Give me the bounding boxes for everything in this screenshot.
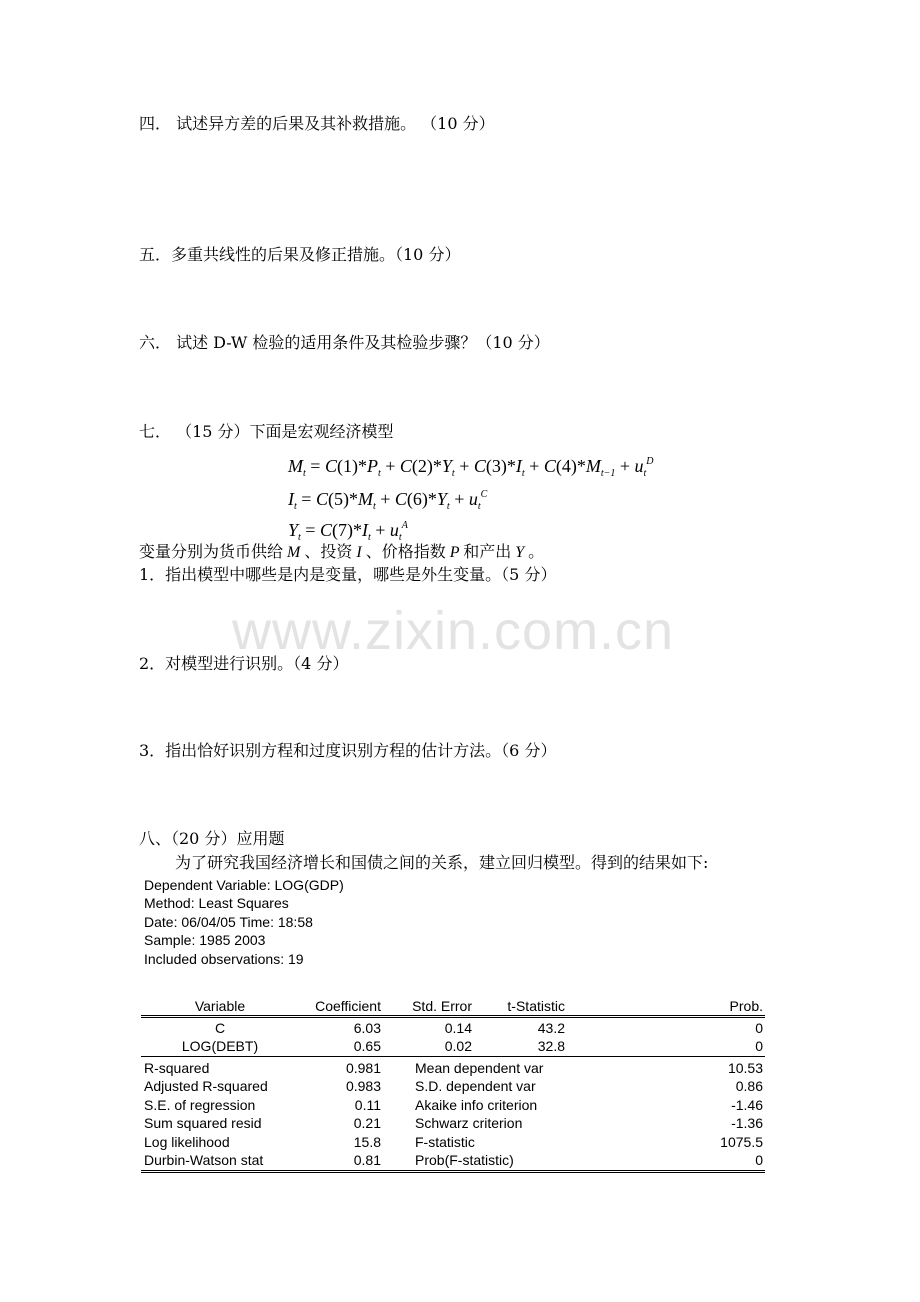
question-7-2: 2．对模型进行识别。（4 分） (139, 654, 349, 673)
stat-value: 15.8 (353, 1134, 381, 1150)
question-6: 六． 试述 D-W 检验的适用条件及其检验步骤？（10 分） (139, 333, 550, 352)
table-row (141, 1114, 765, 1132)
vars-sep-3: 和产出 (463, 542, 512, 561)
table-rule (141, 1015, 765, 1016)
question-7-1: 1．指出模型中哪些是内是变量，哪些是外生变量。（5 分） (139, 565, 557, 584)
table-row (141, 1019, 765, 1037)
t-stat-value: 43.2 (537, 1020, 565, 1036)
question-7: 七． （15 分）下面是宏观经济模型 (139, 422, 394, 441)
stat-value: 0.981 (345, 1060, 381, 1076)
equation-investment: $I_t = C(5)*M_t + C(6)*Y_t + u_t^C$ (288, 489, 488, 512)
stat-label: Sum squared resid (144, 1115, 262, 1131)
question-8-intro: 为了研究我国经济增长和国债之间的关系，建立回归模型。得到的结果如下: (175, 853, 709, 872)
table-row (141, 1151, 765, 1169)
meta-sample: Sample: 1985 2003 (144, 932, 266, 948)
watermark: www.zixin.com.cn (232, 601, 675, 661)
coef-value: 0.65 (353, 1038, 381, 1054)
equation-money: $M_t = C(1)*P_t + C(2)*Y_t + C(3)*I_t + C(4)*M_{t-1} + u_t^D$ (288, 456, 654, 479)
table-row (141, 1059, 765, 1077)
stat-label: Adjusted R-squared (144, 1078, 268, 1094)
stat-label: Schwarz criterion (415, 1115, 523, 1131)
stat-label: S.D. dependent var (415, 1078, 536, 1094)
header-t-statistic: t-Statistic (507, 998, 565, 1014)
stat-label: Mean dependent var (415, 1060, 544, 1076)
table-rule (141, 1172, 765, 1173)
stat-value: 0.86 (735, 1078, 763, 1094)
vars-end: 。 (528, 542, 545, 561)
table-header-row (141, 997, 765, 1015)
stat-label: Durbin-Watson stat (144, 1152, 264, 1168)
stat-label: S.E. of regression (144, 1097, 256, 1113)
meta-date-time: Date: 06/04/05 Time: 18:58 (144, 914, 313, 930)
stat-label: Log likelihood (144, 1134, 230, 1150)
stat-label: F-statistic (415, 1134, 475, 1150)
table-rule (141, 1017, 765, 1018)
stat-label: Prob(F-statistic) (415, 1152, 514, 1168)
stat-value: 0.983 (345, 1078, 381, 1094)
meta-method: Method: Least Squares (144, 895, 289, 911)
stat-value: 1075.5 (720, 1134, 763, 1150)
stat-value: 0.21 (353, 1115, 381, 1131)
table-rule (141, 1170, 765, 1171)
table-row (141, 1133, 765, 1151)
prob-value: 0 (755, 1038, 763, 1054)
coef-variable: LOG(DEBT) (181, 1038, 259, 1054)
question-4: 四． 试述异方差的后果及其补救措施。 （10 分） (139, 114, 495, 133)
stat-label: R-squared (144, 1060, 210, 1076)
question-5: 五．多重共线性的后果及修正措施。（10 分） (139, 245, 461, 264)
table-row (141, 1077, 765, 1095)
stat-value: -1.36 (731, 1115, 763, 1131)
stat-value: -1.46 (731, 1097, 763, 1113)
table-rule (141, 1056, 765, 1057)
stat-label: Akaike info criterion (415, 1097, 538, 1113)
vars-sep-2: 、价格指数 (365, 542, 446, 561)
stat-value: 0.81 (353, 1152, 381, 1168)
table-row (141, 1037, 765, 1055)
coef-value: 6.03 (353, 1020, 381, 1036)
vars-sep-1: 、投资 (304, 542, 353, 561)
std-error-value: 0.14 (444, 1020, 472, 1036)
question-8: 八、（20 分）应用题 (139, 829, 285, 848)
equation-output: $Y_t = C(7)*I_t + u_t^A$ (288, 520, 408, 543)
coef-variable: C (214, 1020, 226, 1036)
t-stat-value: 32.8 (537, 1038, 565, 1054)
regression-table (141, 997, 765, 1177)
std-error-value: 0.02 (444, 1038, 472, 1054)
stat-value: 0 (755, 1152, 763, 1168)
stat-value: 10.53 (727, 1060, 763, 1076)
header-coefficient: Coefficient (315, 998, 381, 1014)
meta-dependent-variable: Dependent Variable: LOG(GDP) (144, 877, 344, 893)
table-row (141, 1096, 765, 1114)
header-variable: Variable (194, 998, 246, 1014)
prob-value: 0 (755, 1020, 763, 1036)
question-7-3: 3．指出恰好识别方程和过度识别方程的估计方法。（6 分） (139, 741, 557, 760)
header-std-error: Std. Error (412, 998, 472, 1014)
meta-observations: Included observations: 19 (144, 951, 304, 967)
vars-prefix: 变量分别为货币供给 (139, 542, 284, 561)
stat-value: 0.11 (354, 1097, 381, 1113)
header-prob: Prob. (729, 998, 763, 1014)
variable-definition: 变量分别为货币供给 M 、投资 I 、价格指数 P 和产出 Y 。 (139, 542, 545, 561)
